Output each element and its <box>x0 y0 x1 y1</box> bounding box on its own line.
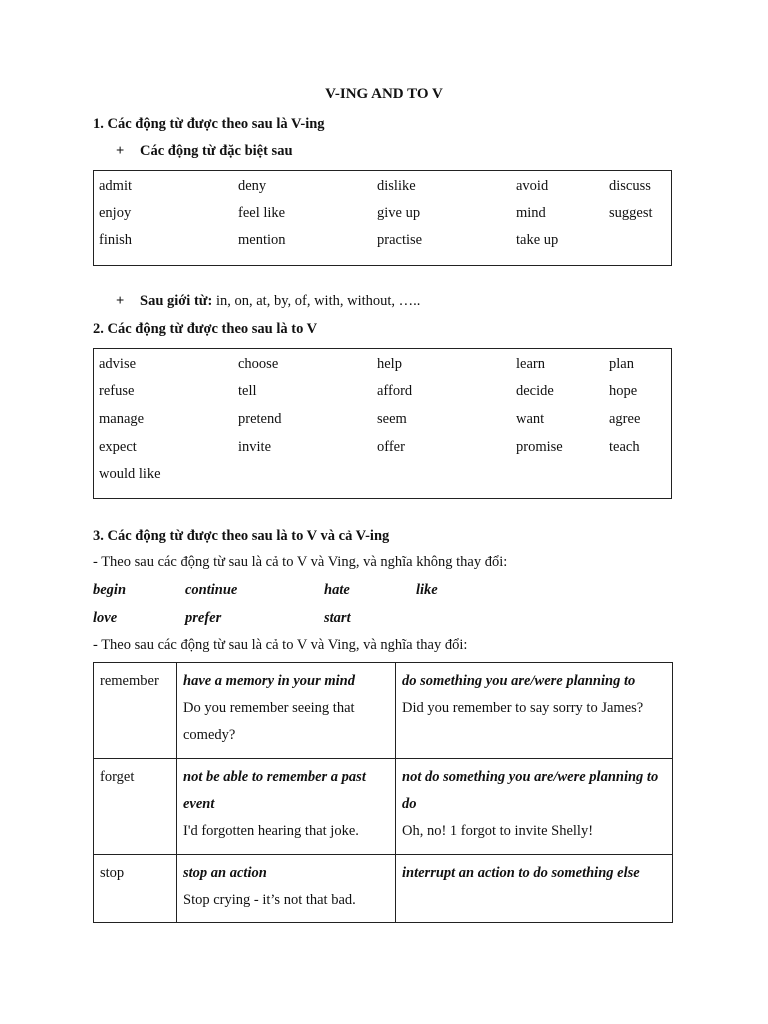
word-cell: teach <box>609 439 640 455</box>
word-cell: want <box>516 411 545 427</box>
ving-cell <box>177 855 396 923</box>
word-cell: afford <box>377 383 413 399</box>
section2-heading: 2. Các động từ được theo sau là to V <box>93 321 318 337</box>
sub2-label: Sau giới từ: <box>140 293 213 309</box>
verb-cell: remember <box>94 663 177 759</box>
sub2-text: in, on, at, by, of, with, without, ….. <box>212 293 421 309</box>
same-word: continue <box>185 582 238 598</box>
word-cell: agree <box>609 411 641 427</box>
table-row <box>94 855 673 923</box>
sub1-label: Các động từ đặc biệt sau <box>140 143 293 159</box>
tov-cell <box>396 759 673 855</box>
section1-heading: 1. Các động từ được theo sau là V-ing <box>93 116 325 132</box>
tov-cell <box>396 663 673 759</box>
word-cell: plan <box>609 356 634 372</box>
ving-example: Stop crying - it’s not that bad. <box>183 892 356 908</box>
word-cell: practise <box>377 232 423 248</box>
word-cell: help <box>377 356 402 372</box>
table-row <box>94 663 673 759</box>
ving-cell <box>177 759 396 855</box>
note-different-meaning: - Theo sau các động từ sau là cả to V và Ving, và nghĩa thay đổi: <box>93 637 468 653</box>
word-cell: give up <box>377 205 421 221</box>
word-cell: take up <box>516 232 559 248</box>
word-cell: feel like <box>238 205 286 221</box>
ving-example: Do you remember seeing that comedy? <box>183 700 355 743</box>
word-cell: pretend <box>238 411 282 427</box>
word-cell: would like <box>99 466 161 482</box>
section1-sub1 <box>116 143 293 160</box>
same-word: prefer <box>185 610 222 626</box>
ving-cell <box>177 663 396 759</box>
ving-meaning: have a memory in your mind <box>183 673 355 689</box>
table-row <box>94 759 673 855</box>
same-word: hate <box>324 582 350 598</box>
ving-meaning: not be able to remember a past event <box>183 769 366 812</box>
word-cell: advise <box>99 356 137 372</box>
section3-heading: 3. Các động từ được theo sau là to V và cả V-ing <box>93 528 390 544</box>
same-word: love <box>93 610 118 626</box>
verb-cell: forget <box>94 759 177 855</box>
tov-meaning: interrupt an action to do something else <box>402 865 640 881</box>
word-cell: dislike <box>377 178 416 194</box>
page-title: V-ING AND TO V <box>325 86 443 102</box>
word-cell: mind <box>516 205 546 221</box>
word-cell: manage <box>99 411 145 427</box>
word-cell: hope <box>609 383 638 399</box>
note-same-meaning: - Theo sau các động từ sau là cả to V và Ving, và nghĩa không thay đổi: <box>93 554 508 570</box>
ving-verbs-box <box>93 170 672 266</box>
same-word: like <box>416 582 438 598</box>
tov-example: Oh, no! 1 forgot to invite Shelly! <box>402 823 594 839</box>
word-cell: expect <box>99 439 137 455</box>
word-cell: tell <box>238 383 257 399</box>
word-cell: offer <box>377 439 405 455</box>
section1-sub2 <box>116 293 420 310</box>
word-cell: seem <box>377 411 407 427</box>
word-cell: finish <box>99 232 133 248</box>
word-cell: deny <box>238 178 267 194</box>
same-word: begin <box>93 582 127 598</box>
tov-meaning: not do something you are/were planning to do <box>402 769 659 812</box>
word-cell: avoid <box>516 178 549 194</box>
word-cell: mention <box>238 232 286 248</box>
same-word: start <box>324 610 351 626</box>
word-cell: refuse <box>99 383 135 399</box>
word-cell: decide <box>516 383 554 399</box>
word-cell: suggest <box>609 205 653 221</box>
word-cell: promise <box>516 439 563 455</box>
tov-example: Did you remember to say sorry to James? <box>402 700 644 716</box>
ving-meaning: stop an action <box>183 865 267 881</box>
bullet-plus: + <box>116 143 125 159</box>
verb-cell: stop <box>94 855 177 923</box>
word-cell: invite <box>238 439 272 455</box>
word-cell: discuss <box>609 178 651 194</box>
meaning-change-table <box>93 662 673 923</box>
tov-meaning: do something you are/were planning to <box>402 673 636 689</box>
word-cell: learn <box>516 356 545 372</box>
word-cell: admit <box>99 178 133 194</box>
bullet-plus: + <box>116 293 125 309</box>
ving-example: I'd forgotten hearing that joke. <box>183 823 359 839</box>
tov-verbs-box <box>93 348 672 499</box>
word-cell: enjoy <box>99 205 132 221</box>
tov-cell <box>396 855 673 923</box>
word-cell: choose <box>238 356 279 372</box>
